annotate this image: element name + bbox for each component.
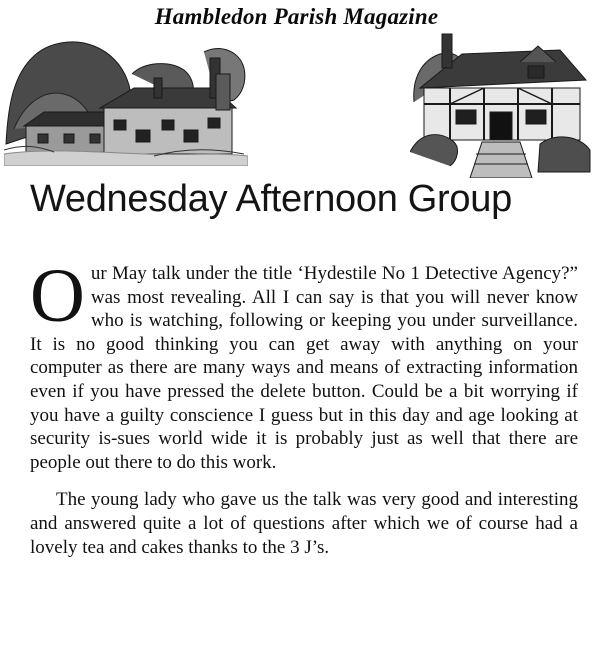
cottage-sketch-illustration — [4, 34, 248, 166]
timber-cottage-sketch-illustration — [410, 32, 592, 178]
article-headline: Wednesday Afternoon Group — [30, 178, 512, 220]
masthead — [0, 0, 593, 180]
article-paragraph-1 — [30, 254, 578, 474]
drop-cap-letter: O — [30, 254, 85, 338]
article-paragraph-2: The young lady who gave us the talk was very good and interesting and answered quite a lot of questions after which we of course had a lovely tea and cakes thanks to the 3 J’s. — [30, 489, 578, 558]
article-body — [30, 254, 578, 559]
paragraph-1-text: ur May talk under the title ‘Hydestile No 1 Detective Agency?” was most revealing. All I can say is that you will never know who is watching, following or keeping you under surveillance. It is no good thinking you can get away with anything on your computer as there are many ways and means of extracting information even if you have pressed the delete button. Could be a bit worrying if you have a guilty conscience I guess but in this day and age looking at security is-sues world wide it is probably just as well that there are people out there to do this work. — [30, 263, 578, 473]
magazine-title: Hambledon Parish Magazine — [154, 4, 439, 29]
